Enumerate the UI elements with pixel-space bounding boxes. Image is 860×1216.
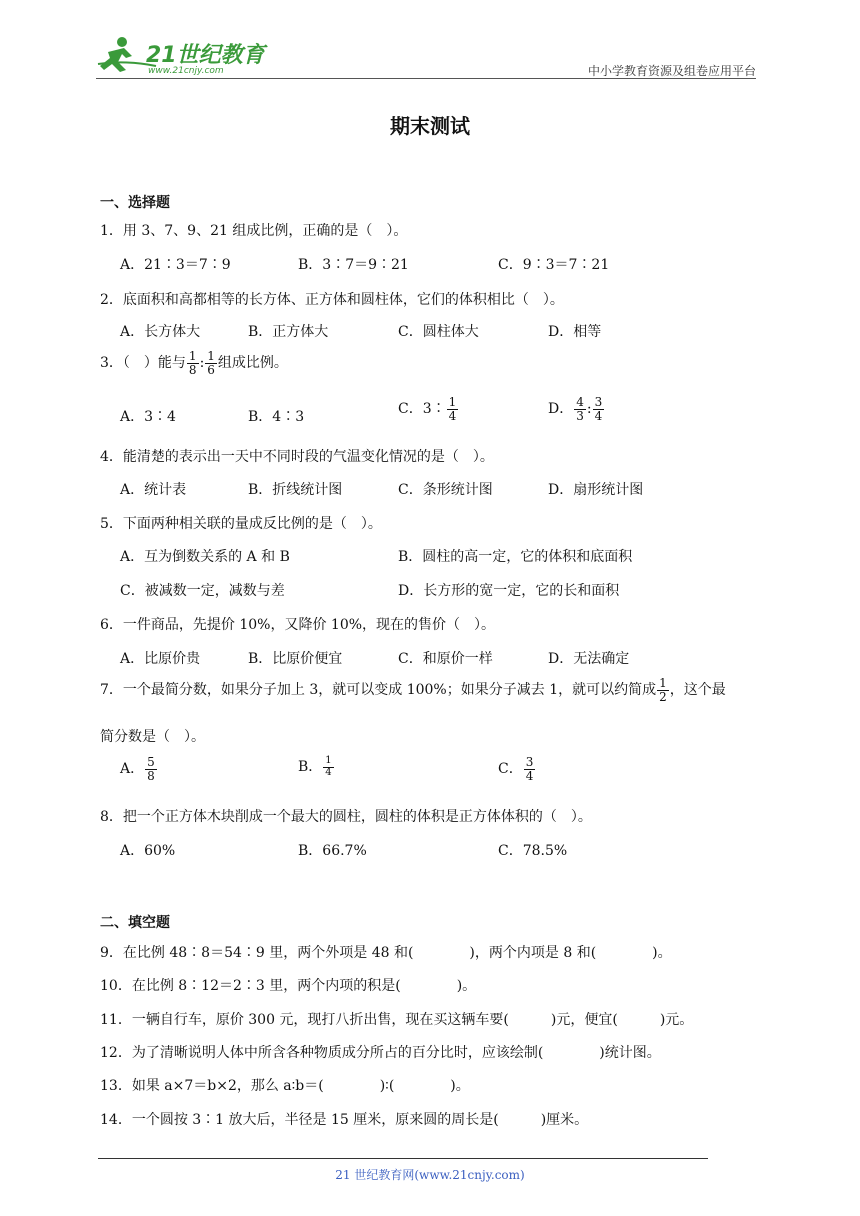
q3-option-d-prefix: D．	[548, 401, 574, 418]
q3-fraction-1-num: 1	[188, 349, 197, 363]
q3-fraction-1-den: 8	[188, 362, 197, 377]
q3-option-d-fraction-2	[593, 396, 605, 422]
question-2: 2．底面积和高都相等的长方体、正方体和圆柱体，它们的体积相比（ ）。	[100, 292, 564, 308]
q6-option-a: A．比原价贵	[120, 651, 201, 667]
q2-option-a: A．长方体大	[120, 324, 201, 340]
platform-label: 中小学教育资源及组卷应用平台	[587, 64, 756, 78]
logo-url: www.21cnjy.com	[148, 66, 224, 76]
q1-option-a: A．21∶3＝7∶9	[120, 257, 231, 273]
header-divider	[96, 78, 756, 79]
q1-option-b: B．3∶7＝9∶21	[298, 257, 409, 273]
q8-option-b: B．66.7%	[298, 843, 367, 859]
q7-option-a-den: 8	[147, 768, 155, 783]
question-1: 1．用 3、7、9、21 组成比例，正确的是（ ）。	[100, 223, 408, 239]
q7-option-a-prefix: A．	[120, 761, 145, 778]
q3-option-d-f2-den: 4	[594, 408, 603, 423]
q7-text-end: ，这个最	[669, 682, 726, 699]
q7-option-b-fraction	[323, 756, 333, 778]
q1-option-c: C．9∶3＝7∶21	[498, 257, 610, 273]
footer-divider	[98, 1158, 708, 1159]
q3-option-d-fraction-1	[574, 396, 586, 422]
q8-option-c: C．78.5%	[498, 843, 568, 859]
q3-option-d-f2-num: 3	[594, 395, 603, 409]
q4-option-a: A．统计表	[120, 482, 187, 498]
q6-option-c: C．和原价一样	[398, 651, 493, 667]
q3-option-c-prefix: C．3∶	[398, 401, 446, 418]
q7-option-c-den: 4	[525, 768, 534, 783]
question-6: 6．一件商品，先提价 10%，又降价 10%，现在的售价（ ）。	[100, 617, 496, 633]
question-13: 13．如果 a×7＝b×2，那么 a∶b＝( )∶( )。	[100, 1078, 470, 1094]
q3-suffix: 组成比例。	[217, 355, 288, 372]
q3-option-c-num: 1	[448, 395, 457, 409]
q3-option-c	[398, 396, 459, 422]
q6-option-b: B．比原价便宜	[248, 651, 343, 667]
footer-link[interactable]: 21 世纪教育网(www.21cnjy.com)	[335, 1168, 525, 1182]
q7-option-b-prefix: B．	[298, 759, 323, 775]
question-5: 5．下面两种相关联的量成反比例的是（ ）。	[100, 516, 382, 532]
section-choice: 一、选择题	[100, 195, 170, 211]
q3-option-a: A．3∶4	[120, 409, 176, 425]
q7-option-c-num: 3	[525, 755, 534, 769]
q7-option-b	[298, 756, 335, 778]
q7-option-c-fraction	[524, 756, 536, 782]
section-fill-blank: 二、填空题	[100, 915, 170, 931]
q5-option-b: B．圆柱的高一定，它的体积和底面积	[398, 549, 633, 565]
q3-option-d-f1-num: 4	[576, 395, 584, 409]
question-4: 4．能清楚的表示出一天中不同时段的气温变化情况的是（ ）。	[100, 449, 494, 465]
q7-option-c-prefix: C．	[498, 761, 523, 778]
q6-option-d: D．无法确定	[548, 651, 630, 667]
q3-option-c-fraction	[447, 396, 459, 422]
question-10: 10．在比例 8∶12＝2∶3 里，两个内项的积是( )。	[100, 978, 477, 994]
q8-option-a: A．60%	[120, 843, 176, 859]
question-8: 8．把一个正方体木块削成一个最大的圆柱，圆柱的体积是正方体体积的（ ）。	[100, 809, 592, 825]
q4-option-c: C．条形统计图	[398, 482, 493, 498]
q5-option-a: A．互为倒数关系的 A 和 B	[120, 549, 290, 565]
q4-option-b: B．折线统计图	[248, 482, 343, 498]
page-title: 期末测试	[390, 114, 470, 138]
q7-option-b-den: 4	[325, 766, 332, 778]
q7-option-a	[120, 756, 158, 782]
logo-text: 21世纪教育	[146, 43, 265, 68]
q7-option-a-fraction	[145, 756, 157, 782]
q3-option-d: D． $\frac{4}{3}$ : $\frac{3}{4}$	[548, 395, 603, 423]
q4-option-d: D．扇形统计图	[548, 482, 644, 498]
question-7	[100, 677, 726, 703]
q3-fraction-2-den: 6	[207, 362, 215, 377]
q3-fraction-2-num: 1	[207, 349, 215, 363]
q2-option-c: C．圆柱体大	[398, 324, 479, 340]
question-12: 12．为了清晰说明人体中所含各种物质成分所占的百分比时，应该绘制( )统计图。	[100, 1045, 661, 1061]
question-7-line-2: 简分数是（ ）。	[100, 729, 205, 745]
question-14: 14．一个圆按 3∶1 放大后，半径是 15 厘米，原来圆的周长是( )厘米。	[100, 1112, 589, 1128]
q2-option-d: D．相等	[548, 324, 602, 340]
q7-option-b-num: 1	[325, 755, 332, 766]
question-9: 9．在比例 48∶8＝54∶9 里，两个外项是 48 和( )，两个内项是 8 和( )。	[100, 945, 672, 961]
q3-fraction-2	[205, 350, 217, 376]
q7-fraction	[657, 677, 669, 703]
q7-option-a-num: 5	[147, 755, 155, 769]
q7-fraction-num: 1	[659, 676, 667, 690]
q7-text: 7．一个最简分数，如果分子加上 3，就可以变成 100%；如果分子减去 1，就可以约简成	[100, 682, 657, 699]
q2-option-b: B．正方体大	[248, 324, 329, 340]
logo	[96, 34, 266, 78]
question-11: 11．一辆自行车，原价 300 元，现打八折出售，现在买这辆车要( )元，便宜( )元。	[100, 1012, 694, 1028]
q3-fraction-1	[187, 350, 199, 376]
q7-option-c	[498, 756, 536, 782]
q3-option-d-f1-den: 3	[576, 408, 584, 423]
q3-option-c-den: 4	[448, 408, 457, 423]
q5-option-d: D．长方形的宽一定，它的长和面积	[398, 583, 620, 599]
q5-option-c: C．被减数一定，减数与差	[120, 583, 285, 599]
q7-fraction-den: 2	[659, 689, 667, 704]
question-3: 3．（ ）能与 $\frac{1}{8}$ : $\frac{1}{6}$ 组成比例。	[100, 349, 288, 377]
q3-option-b: B．4∶3	[248, 409, 305, 425]
q3-prefix: 3．（ ）能与	[100, 355, 186, 372]
